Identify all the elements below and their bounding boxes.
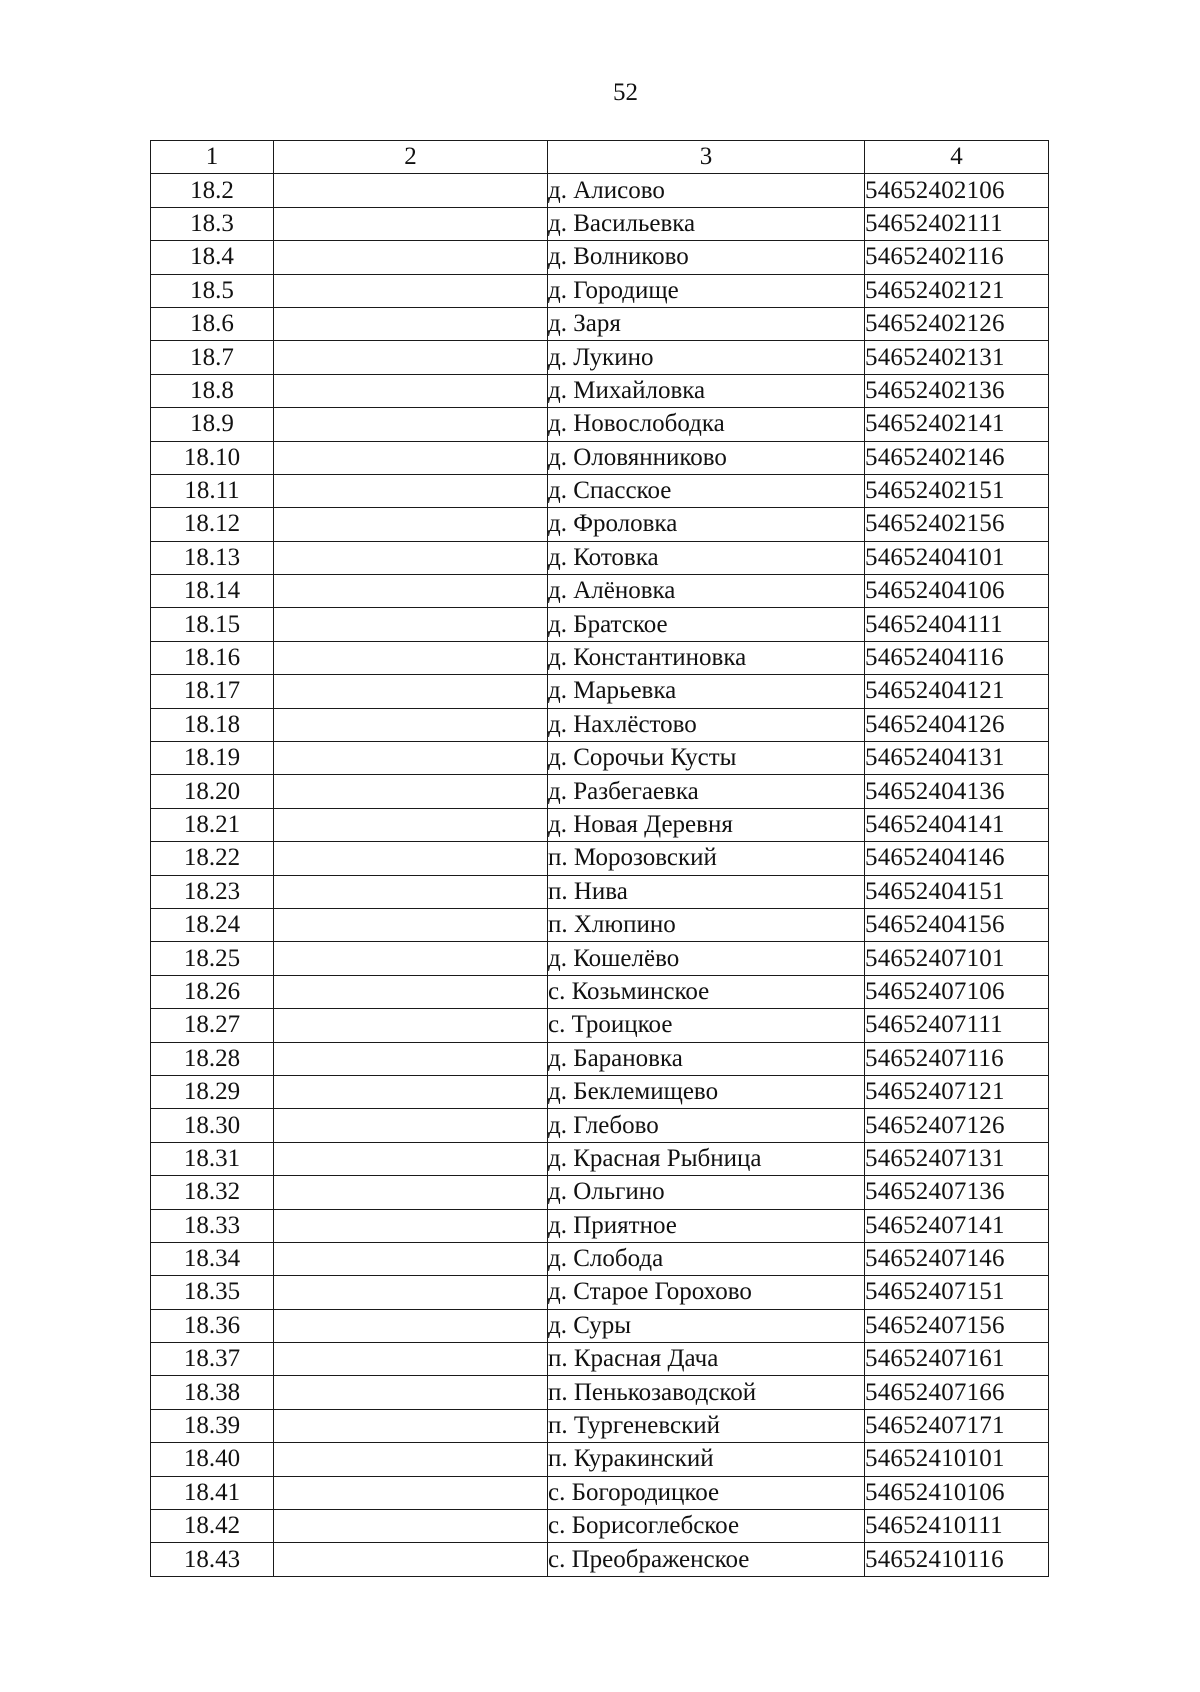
table-row bbox=[151, 808, 1049, 841]
row-number-cell: 18.19 bbox=[151, 742, 274, 775]
settlement-name-cell: д. Новая Деревня bbox=[548, 808, 865, 841]
header-col-1: 1 bbox=[151, 141, 274, 174]
row-number-cell: 18.10 bbox=[151, 441, 274, 474]
column-2-cell bbox=[274, 207, 548, 240]
oktmo-code-cell: 54652404131 bbox=[865, 742, 1049, 775]
row-number-cell: 18.43 bbox=[151, 1543, 274, 1576]
column-2-cell bbox=[274, 1075, 548, 1108]
row-number-cell: 18.24 bbox=[151, 908, 274, 941]
oktmo-code-cell: 54652404141 bbox=[865, 808, 1049, 841]
table-row bbox=[151, 575, 1049, 608]
row-number-cell: 18.33 bbox=[151, 1209, 274, 1242]
oktmo-code-cell: 54652404156 bbox=[865, 908, 1049, 941]
table-row bbox=[151, 241, 1049, 274]
table-row bbox=[151, 775, 1049, 808]
column-2-cell bbox=[274, 1510, 548, 1543]
table-row bbox=[151, 1443, 1049, 1476]
settlement-name-cell: д. Кошелёво bbox=[548, 942, 865, 975]
column-2-cell bbox=[274, 508, 548, 541]
row-number-cell: 18.9 bbox=[151, 408, 274, 441]
column-2-cell bbox=[274, 608, 548, 641]
column-2-cell bbox=[274, 1042, 548, 1075]
row-number-cell: 18.11 bbox=[151, 474, 274, 507]
column-2-cell bbox=[274, 908, 548, 941]
table-row bbox=[151, 374, 1049, 407]
column-2-cell bbox=[274, 942, 548, 975]
settlement-name-cell: д. Васильевка bbox=[548, 207, 865, 240]
column-2-cell bbox=[274, 408, 548, 441]
oktmo-code-cell: 54652402146 bbox=[865, 441, 1049, 474]
row-number-cell: 18.27 bbox=[151, 1009, 274, 1042]
oktmo-code-cell: 54652407111 bbox=[865, 1009, 1049, 1042]
oktmo-code-cell: 54652404126 bbox=[865, 708, 1049, 741]
oktmo-code-cell: 54652404111 bbox=[865, 608, 1049, 641]
page-number: 52 bbox=[613, 79, 638, 106]
oktmo-code-cell: 54652402116 bbox=[865, 241, 1049, 274]
table-row bbox=[151, 1510, 1049, 1543]
table-row bbox=[151, 1409, 1049, 1442]
row-number-cell: 18.2 bbox=[151, 174, 274, 207]
table-row bbox=[151, 641, 1049, 674]
header-col-3: 3 bbox=[548, 141, 865, 174]
oktmo-code-cell: 54652402141 bbox=[865, 408, 1049, 441]
oktmo-code-cell: 54652410101 bbox=[865, 1443, 1049, 1476]
settlement-name-cell: п. Нива bbox=[548, 875, 865, 908]
oktmo-code-cell: 54652410106 bbox=[865, 1476, 1049, 1509]
column-2-cell bbox=[274, 1343, 548, 1376]
settlement-name-cell: д. Фроловка bbox=[548, 508, 865, 541]
column-2-cell bbox=[274, 374, 548, 407]
settlement-name-cell: п. Красная Дача bbox=[548, 1343, 865, 1376]
oktmo-code-cell: 54652407101 bbox=[865, 942, 1049, 975]
settlement-name-cell: п. Пенькозаводской bbox=[548, 1376, 865, 1409]
oktmo-code-cell: 54652404116 bbox=[865, 641, 1049, 674]
row-number-cell: 18.26 bbox=[151, 975, 274, 1008]
row-number-cell: 18.28 bbox=[151, 1042, 274, 1075]
settlement-name-cell: д. Старое Горохово bbox=[548, 1276, 865, 1309]
column-2-cell bbox=[274, 775, 548, 808]
table-row bbox=[151, 408, 1049, 441]
row-number-cell: 18.23 bbox=[151, 875, 274, 908]
column-2-cell bbox=[274, 1176, 548, 1209]
settlement-name-cell: д. Котовка bbox=[548, 541, 865, 574]
table-row bbox=[151, 508, 1049, 541]
settlement-name-cell: д. Слобода bbox=[548, 1242, 865, 1275]
oktmo-code-cell: 54652410116 bbox=[865, 1543, 1049, 1576]
column-2-cell bbox=[274, 1476, 548, 1509]
column-2-cell bbox=[274, 842, 548, 875]
settlement-name-cell: д. Городище bbox=[548, 274, 865, 307]
oktmo-code-cell: 54652402131 bbox=[865, 341, 1049, 374]
column-2-cell bbox=[274, 1409, 548, 1442]
oktmo-code-cell: 54652404146 bbox=[865, 842, 1049, 875]
oktmo-code-cell: 54652407136 bbox=[865, 1176, 1049, 1209]
table-header bbox=[151, 141, 1049, 174]
oktmo-code-cell: 54652402151 bbox=[865, 474, 1049, 507]
table-body bbox=[151, 174, 1049, 1576]
settlement-name-cell: д. Спасское bbox=[548, 474, 865, 507]
row-number-cell: 18.6 bbox=[151, 307, 274, 340]
oktmo-code-cell: 54652404101 bbox=[865, 541, 1049, 574]
oktmo-code-cell: 54652402111 bbox=[865, 207, 1049, 240]
table-row bbox=[151, 1343, 1049, 1376]
column-2-cell bbox=[274, 541, 548, 574]
table-row bbox=[151, 708, 1049, 741]
oktmo-code-cell: 54652407121 bbox=[865, 1075, 1049, 1108]
column-2-cell bbox=[274, 808, 548, 841]
column-2-cell bbox=[274, 1309, 548, 1342]
column-2-cell bbox=[274, 1142, 548, 1175]
oktmo-code-cell: 54652407126 bbox=[865, 1109, 1049, 1142]
oktmo-code-cell: 54652404106 bbox=[865, 575, 1049, 608]
table-row bbox=[151, 474, 1049, 507]
settlement-name-cell: д. Приятное bbox=[548, 1209, 865, 1242]
oktmo-code-cell: 54652407141 bbox=[865, 1209, 1049, 1242]
column-2-cell bbox=[274, 274, 548, 307]
row-number-cell: 18.36 bbox=[151, 1309, 274, 1342]
settlement-name-cell: д. Нахлёстово bbox=[548, 708, 865, 741]
table-row bbox=[151, 1376, 1049, 1409]
row-number-cell: 18.39 bbox=[151, 1409, 274, 1442]
table-row bbox=[151, 1109, 1049, 1142]
oktmo-code-cell: 54652404121 bbox=[865, 675, 1049, 708]
column-2-cell bbox=[274, 341, 548, 374]
oktmo-code-cell: 54652410111 bbox=[865, 1510, 1049, 1543]
row-number-cell: 18.40 bbox=[151, 1443, 274, 1476]
oktmo-code-cell: 54652407156 bbox=[865, 1309, 1049, 1342]
table-row bbox=[151, 441, 1049, 474]
settlements-table bbox=[150, 140, 1049, 1577]
table-row bbox=[151, 1476, 1049, 1509]
table-row bbox=[151, 1042, 1049, 1075]
column-2-cell bbox=[274, 975, 548, 1008]
column-2-cell bbox=[274, 174, 548, 207]
oktmo-code-cell: 54652407106 bbox=[865, 975, 1049, 1008]
settlement-name-cell: д. Лукино bbox=[548, 341, 865, 374]
row-number-cell: 18.25 bbox=[151, 942, 274, 975]
table-row bbox=[151, 908, 1049, 941]
table-row bbox=[151, 975, 1049, 1008]
row-number-cell: 18.8 bbox=[151, 374, 274, 407]
settlement-name-cell: д. Братское bbox=[548, 608, 865, 641]
header-col-4: 4 bbox=[865, 141, 1049, 174]
settlement-name-cell: п. Куракинский bbox=[548, 1443, 865, 1476]
row-number-cell: 18.34 bbox=[151, 1242, 274, 1275]
settlement-name-cell: д. Глебово bbox=[548, 1109, 865, 1142]
oktmo-code-cell: 54652407146 bbox=[865, 1242, 1049, 1275]
table-row bbox=[151, 541, 1049, 574]
settlement-name-cell: п. Морозовский bbox=[548, 842, 865, 875]
column-2-cell bbox=[274, 1009, 548, 1042]
column-2-cell bbox=[274, 1276, 548, 1309]
column-2-cell bbox=[274, 474, 548, 507]
column-2-cell bbox=[274, 575, 548, 608]
row-number-cell: 18.29 bbox=[151, 1075, 274, 1108]
row-number-cell: 18.21 bbox=[151, 808, 274, 841]
oktmo-code-cell: 54652402156 bbox=[865, 508, 1049, 541]
oktmo-code-cell: 54652402126 bbox=[865, 307, 1049, 340]
table-row bbox=[151, 1009, 1049, 1042]
row-number-cell: 18.5 bbox=[151, 274, 274, 307]
column-2-cell bbox=[274, 1109, 548, 1142]
settlement-name-cell: с. Богородицкое bbox=[548, 1476, 865, 1509]
table-row bbox=[151, 341, 1049, 374]
settlement-name-cell: п. Хлюпино bbox=[548, 908, 865, 941]
settlement-name-cell: д. Сорочьи Кусты bbox=[548, 742, 865, 775]
row-number-cell: 18.17 bbox=[151, 675, 274, 708]
settlement-name-cell: п. Тургеневский bbox=[548, 1409, 865, 1442]
row-number-cell: 18.41 bbox=[151, 1476, 274, 1509]
settlement-name-cell: д. Разбегаевка bbox=[548, 775, 865, 808]
settlement-name-cell: д. Беклемищево bbox=[548, 1075, 865, 1108]
row-number-cell: 18.12 bbox=[151, 508, 274, 541]
table-row bbox=[151, 1075, 1049, 1108]
settlement-name-cell: с. Борисоглебское bbox=[548, 1510, 865, 1543]
oktmo-code-cell: 54652404151 bbox=[865, 875, 1049, 908]
settlement-name-cell: д. Барановка bbox=[548, 1042, 865, 1075]
settlement-name-cell: д. Заря bbox=[548, 307, 865, 340]
row-number-cell: 18.13 bbox=[151, 541, 274, 574]
table-row bbox=[151, 1543, 1049, 1576]
column-2-cell bbox=[274, 1543, 548, 1576]
table-row bbox=[151, 1242, 1049, 1275]
table-row bbox=[151, 842, 1049, 875]
row-number-cell: 18.15 bbox=[151, 608, 274, 641]
oktmo-code-cell: 54652407171 bbox=[865, 1409, 1049, 1442]
oktmo-code-cell: 54652407161 bbox=[865, 1343, 1049, 1376]
table-row bbox=[151, 1276, 1049, 1309]
table-row bbox=[151, 1309, 1049, 1342]
row-number-cell: 18.42 bbox=[151, 1510, 274, 1543]
column-2-cell bbox=[274, 641, 548, 674]
table-row bbox=[151, 742, 1049, 775]
settlement-name-cell: д. Оловянниково bbox=[548, 441, 865, 474]
settlement-name-cell: д. Алисово bbox=[548, 174, 865, 207]
settlement-name-cell: д. Алёновка bbox=[548, 575, 865, 608]
table-row bbox=[151, 307, 1049, 340]
settlement-name-cell: д. Марьевка bbox=[548, 675, 865, 708]
table-row bbox=[151, 1176, 1049, 1209]
row-number-cell: 18.22 bbox=[151, 842, 274, 875]
oktmo-code-cell: 54652402136 bbox=[865, 374, 1049, 407]
table-row bbox=[151, 1142, 1049, 1175]
oktmo-code-cell: 54652407151 bbox=[865, 1276, 1049, 1309]
row-number-cell: 18.35 bbox=[151, 1276, 274, 1309]
table-row bbox=[151, 942, 1049, 975]
oktmo-code-cell: 54652407131 bbox=[865, 1142, 1049, 1175]
oktmo-code-cell: 54652407116 bbox=[865, 1042, 1049, 1075]
table-row bbox=[151, 274, 1049, 307]
settlement-name-cell: д. Суры bbox=[548, 1309, 865, 1342]
row-number-cell: 18.38 bbox=[151, 1376, 274, 1409]
row-number-cell: 18.31 bbox=[151, 1142, 274, 1175]
table-row bbox=[151, 608, 1049, 641]
column-2-cell bbox=[274, 307, 548, 340]
table-row bbox=[151, 174, 1049, 207]
table-row bbox=[151, 1209, 1049, 1242]
settlement-name-cell: д. Ольгино bbox=[548, 1176, 865, 1209]
settlement-name-cell: д. Новослободка bbox=[548, 408, 865, 441]
settlement-name-cell: д. Красная Рыбница bbox=[548, 1142, 865, 1175]
row-number-cell: 18.20 bbox=[151, 775, 274, 808]
oktmo-code-cell: 54652404136 bbox=[865, 775, 1049, 808]
row-number-cell: 18.16 bbox=[151, 641, 274, 674]
header-row bbox=[151, 141, 1049, 174]
settlement-name-cell: д. Константиновка bbox=[548, 641, 865, 674]
row-number-cell: 18.14 bbox=[151, 575, 274, 608]
column-2-cell bbox=[274, 708, 548, 741]
row-number-cell: 18.4 bbox=[151, 241, 274, 274]
row-number-cell: 18.18 bbox=[151, 708, 274, 741]
table-row bbox=[151, 875, 1049, 908]
column-2-cell bbox=[274, 875, 548, 908]
settlement-name-cell: с. Троицкое bbox=[548, 1009, 865, 1042]
settlement-name-cell: с. Преображенское bbox=[548, 1543, 865, 1576]
oktmo-code-cell: 54652402106 bbox=[865, 174, 1049, 207]
table-row bbox=[151, 207, 1049, 240]
column-2-cell bbox=[274, 675, 548, 708]
column-2-cell bbox=[274, 1209, 548, 1242]
column-2-cell bbox=[274, 241, 548, 274]
row-number-cell: 18.37 bbox=[151, 1343, 274, 1376]
row-number-cell: 18.32 bbox=[151, 1176, 274, 1209]
row-number-cell: 18.3 bbox=[151, 207, 274, 240]
column-2-cell bbox=[274, 441, 548, 474]
oktmo-code-cell: 54652402121 bbox=[865, 274, 1049, 307]
settlement-name-cell: д. Волниково bbox=[548, 241, 865, 274]
settlement-name-cell: д. Михайловка bbox=[548, 374, 865, 407]
header-col-2: 2 bbox=[274, 141, 548, 174]
column-2-cell bbox=[274, 1376, 548, 1409]
row-number-cell: 18.7 bbox=[151, 341, 274, 374]
column-2-cell bbox=[274, 742, 548, 775]
column-2-cell bbox=[274, 1242, 548, 1275]
table-row bbox=[151, 675, 1049, 708]
settlement-name-cell: с. Козьминское bbox=[548, 975, 865, 1008]
oktmo-code-cell: 54652407166 bbox=[865, 1376, 1049, 1409]
row-number-cell: 18.30 bbox=[151, 1109, 274, 1142]
column-2-cell bbox=[274, 1443, 548, 1476]
